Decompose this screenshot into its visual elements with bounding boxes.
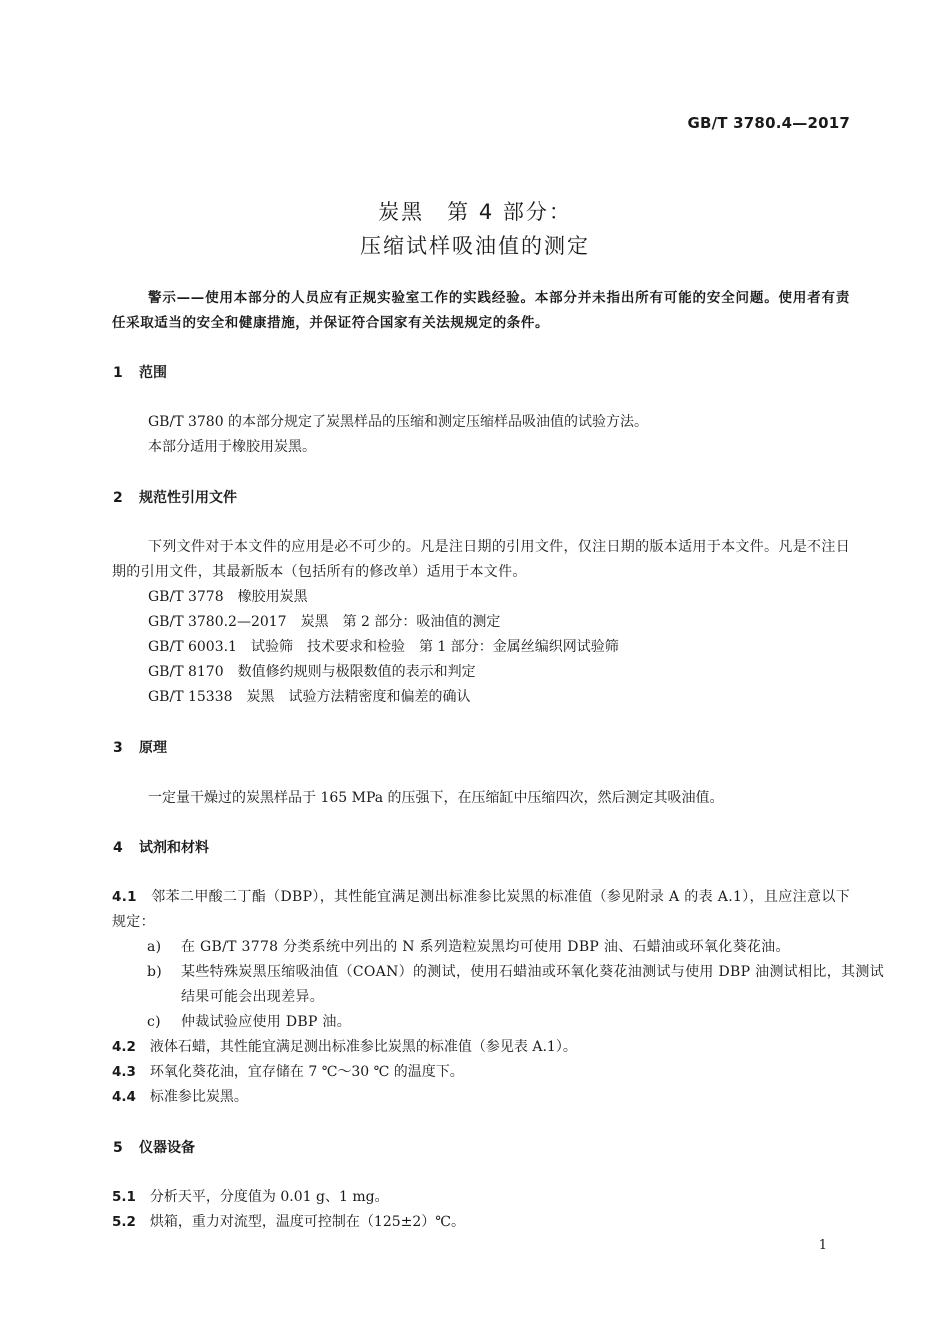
section-2-heading xyxy=(113,487,237,507)
clause-4-3 xyxy=(112,1060,464,1085)
section-3-heading xyxy=(113,737,167,757)
reference-item: GB/T 15338 炭黑 试验方法精密度和偏差的确认 xyxy=(148,689,471,705)
section-title: 试剂和材料 xyxy=(139,840,209,856)
list-item-label: a) xyxy=(147,939,162,955)
list-item-text: 在 GB/T 3778 分类系统中列出的 N 系列造粒炭黑均可使用 DBP 油、石蜡油或环氧化葵花油。 xyxy=(181,939,790,955)
document-title-line-1: 炭黑 第 4 部分： xyxy=(378,200,572,224)
section-title: 范围 xyxy=(139,365,167,381)
reference-item: GB/T 3780.2—2017 炭黑 第 2 部分：吸油值的测定 xyxy=(148,614,501,630)
section-number: 3 xyxy=(113,740,123,756)
list-item xyxy=(147,1010,884,1035)
standard-code: GB/T 3780.4—2017 xyxy=(687,114,850,132)
clause-number: 5.1 xyxy=(112,1189,136,1205)
section-number: 5 xyxy=(113,1140,123,1156)
clause-4-2 xyxy=(112,1035,577,1060)
clause-number: 4.2 xyxy=(112,1039,136,1055)
clause-number: 4.1 xyxy=(112,889,137,905)
clause-text: 邻苯二甲酸二丁酯（DBP），其性能宜满足测出标准参比炭黑的标准值（参见附录 A 的表 A.1），且应注意以下规定： xyxy=(112,889,850,930)
document-title-line-2: 压缩试样吸油值的测定 xyxy=(360,234,590,258)
section-3-paragraph: 一定量干燥过的炭黑样品于 165 MPa 的压强下，在压缩缸中压缩四次，然后测定其吸油值。 xyxy=(148,790,724,806)
clause-number: 4.3 xyxy=(112,1064,136,1080)
clause-text: 标准参比炭黑。 xyxy=(149,1089,248,1105)
section-1-paragraph-2: 本部分适用于橡胶用炭黑。 xyxy=(148,439,316,455)
list-item-text: 仲裁试验应使用 DBP 油。 xyxy=(181,1014,352,1030)
section-5-heading xyxy=(113,1137,195,1157)
list-item xyxy=(147,960,884,1010)
page-number: 1 xyxy=(818,1238,827,1253)
section-number: 4 xyxy=(113,840,123,856)
clause-text: 烘箱，重力对流型，温度可控制在（125±2）℃。 xyxy=(149,1214,465,1230)
clause-4-1 xyxy=(112,885,850,935)
reference-item: GB/T 8170 数值修约规则与极限数值的表示和判定 xyxy=(148,664,476,680)
section-number: 2 xyxy=(113,490,123,506)
section-1-heading xyxy=(113,362,167,382)
section-title: 原理 xyxy=(139,740,167,756)
reference-item: GB/T 3778 橡胶用炭黑 xyxy=(148,589,308,605)
section-2-intro: 下列文件对于本文件的应用是必不可少的。凡是注日期的引用文件，仅注日期的版本适用于本文件。凡是不注日期的引用文件，其最新版本（包括所有的修改单）适用于本文件。 xyxy=(112,539,850,580)
clause-text: 分析天平，分度值为 0.01 g、1 mg。 xyxy=(149,1189,389,1205)
clause-4-4 xyxy=(112,1085,248,1110)
section-title: 规范性引用文件 xyxy=(139,490,237,506)
section-4-heading xyxy=(113,837,209,857)
clause-5-1 xyxy=(112,1185,389,1210)
clause-number: 4.4 xyxy=(112,1089,136,1105)
section-1-paragraph-1: GB/T 3780 的本部分规定了炭黑样品的压缩和测定压缩样品吸油值的试验方法。 xyxy=(148,414,649,430)
reference-item: GB/T 6003.1 试验筛 技术要求和检验 第 1 部分：金属丝编织网试验筛 xyxy=(148,639,619,655)
list-item-label: c) xyxy=(147,1014,161,1030)
clause-text: 液体石蜡，其性能宜满足测出标准参比炭黑的标准值（参见表 A.1）。 xyxy=(149,1039,577,1055)
section-number: 1 xyxy=(113,365,123,381)
list-item-text: 某些特殊炭黑压缩吸油值（COAN）的测试，使用石蜡油或环氧化葵花油测试与使用 DBP 油测试相比，其测试结果可能会出现差异。 xyxy=(181,964,884,1005)
list-item-label: b) xyxy=(147,964,163,980)
clause-text: 环氧化葵花油，宜存储在 7 ℃～30 ℃ 的温度下。 xyxy=(149,1064,464,1080)
section-title: 仪器设备 xyxy=(139,1140,195,1156)
list-item xyxy=(147,935,884,960)
warning-paragraph: 警示——使用本部分的人员应有正规实验室工作的实践经验。本部分并未指出所有可能的安全问题。使用者有责任采取适当的安全和健康措施，并保证符合国家有关法规规定的条件。 xyxy=(112,290,850,331)
clause-5-2 xyxy=(112,1210,465,1235)
clause-number: 5.2 xyxy=(112,1214,136,1230)
